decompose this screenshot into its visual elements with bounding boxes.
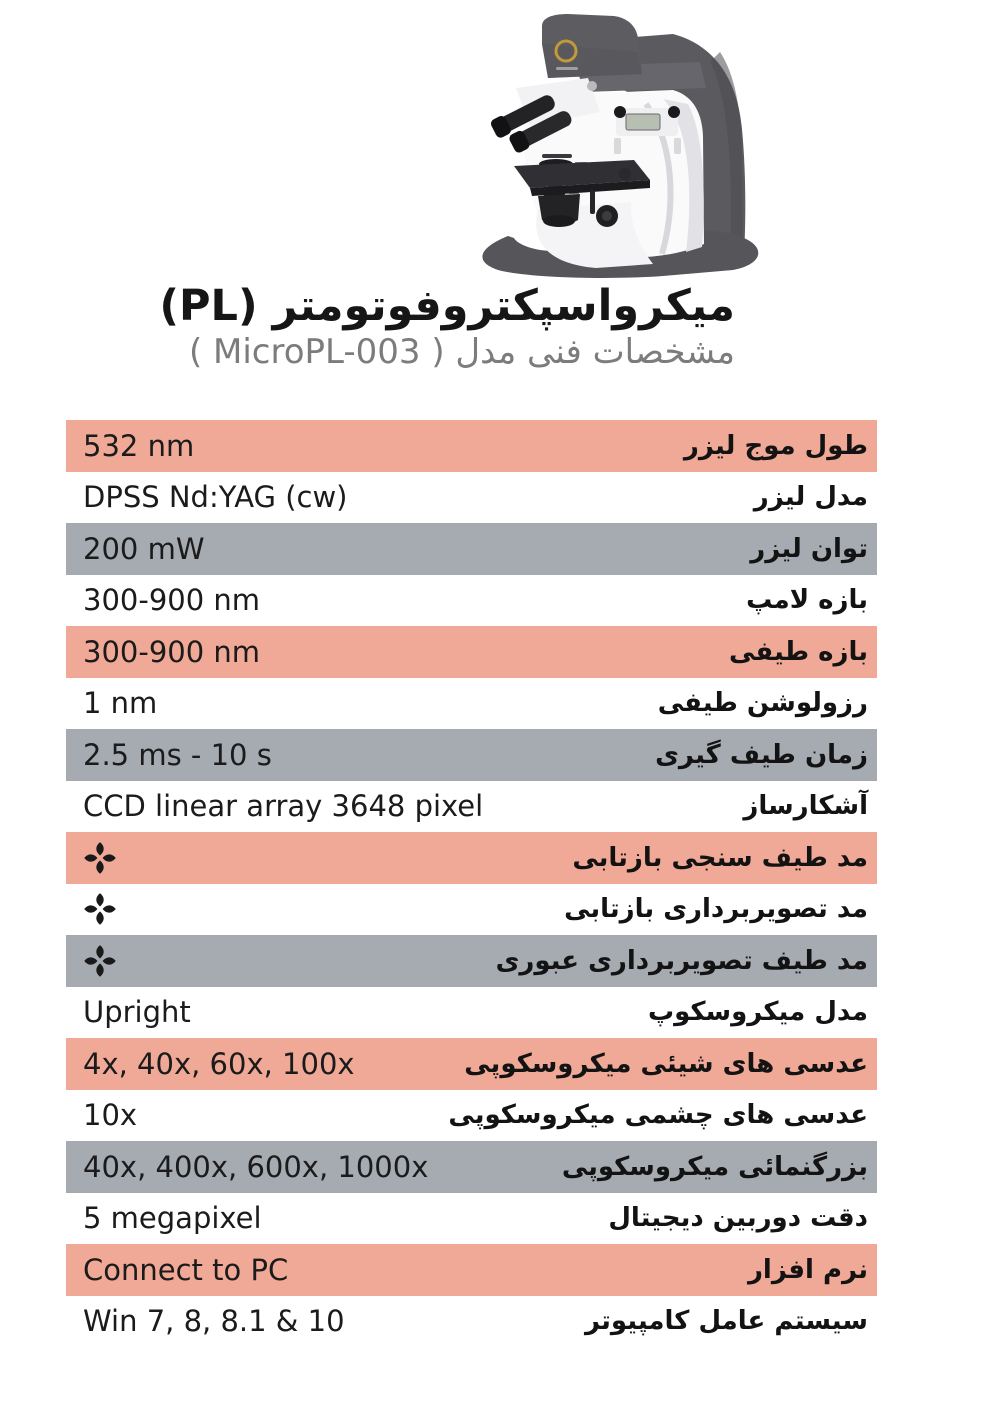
spec-value: 1 nm [83,686,158,721]
spec-row [66,1296,877,1348]
spec-value: 200 mW [83,531,205,566]
spec-row [66,420,877,472]
spec-value: Win 7, 8, 8.1 & 10 [83,1304,345,1339]
spec-row [66,832,877,884]
spec-row [66,626,877,678]
spec-label: رزولوشن طیفی [657,688,868,719]
spec-value: 2.5 ms - 10 s [83,737,272,772]
spec-label: مد طیف سنجی بازتابی [572,842,868,873]
spec-value-icon [66,943,117,979]
spec-label: سیستم عامل کامپیوتر [584,1306,868,1337]
spec-row [66,1193,877,1245]
spec-row [66,781,877,833]
spec-label: عدسی های چشمی میکروسکوپی [448,1100,868,1131]
spec-value: CCD linear array 3648 pixel [83,789,484,824]
header [159,282,735,372]
spec-row [66,1244,877,1296]
spec-label: مد طیف تصویربرداری عبوری [495,945,868,976]
spec-label: بازه طیفی [728,636,868,667]
spec-value: 5 megapixel [83,1201,262,1236]
spec-table [66,420,877,1347]
spec-row [66,884,877,936]
spec-label: مدل میکروسکوپ [647,997,868,1028]
spec-label: مدل لیزر [753,482,868,513]
page-subtitle: مشخصات فنی مدل ( MicroPL-003 ) [188,332,735,373]
spec-value: 40x, 400x, 600x, 1000x [83,1149,429,1184]
spec-value: Upright [83,995,191,1030]
spec-value: DPSS Nd:YAG (cw) [83,480,348,515]
four-petal-asterisk-icon [83,891,117,927]
spec-label: نرم افزار [747,1254,868,1285]
spec-label: زمان طیف گیری [655,739,868,770]
spec-row [66,523,877,575]
spec-label: توان لیزر [750,533,868,564]
spec-value: 300-900 nm [83,583,261,618]
spec-row [66,935,877,987]
spec-value: Connect to PC [83,1252,289,1287]
upright-microscope-illustration [438,4,783,289]
spec-row [66,575,877,627]
spec-row [66,1141,877,1193]
spec-value: 300-900 nm [83,634,261,669]
spec-value-icon [66,840,117,876]
spec-row [66,729,877,781]
microscope-image [438,4,783,289]
four-petal-asterisk-icon [83,943,117,979]
spec-value: 4x, 40x, 60x, 100x [83,1046,355,1081]
page-title: میکرواسپکتروفوتومتر (PL) [159,281,735,331]
spec-row [66,1038,877,1090]
spec-value: 10x [83,1098,138,1133]
spec-label: عدسی های شیئی میکروسکوپی [464,1048,868,1079]
four-petal-asterisk-icon [83,840,117,876]
spec-row [66,987,877,1039]
spec-label: دقت دوربین دیجیتال [608,1203,868,1234]
spec-label: مد تصویربرداری بازتابی [564,894,868,925]
spec-label: بازه لامپ [746,585,868,616]
spec-label: بزرگنمائی میکروسکوپی [561,1151,868,1182]
spec-row [66,472,877,524]
spec-row [66,678,877,730]
spec-row [66,1090,877,1142]
spec-value-icon [66,891,117,927]
spec-value: 532 nm [83,428,195,463]
spec-label: آشکارساز [743,791,868,822]
spec-label: طول موج لیزر [683,430,868,461]
